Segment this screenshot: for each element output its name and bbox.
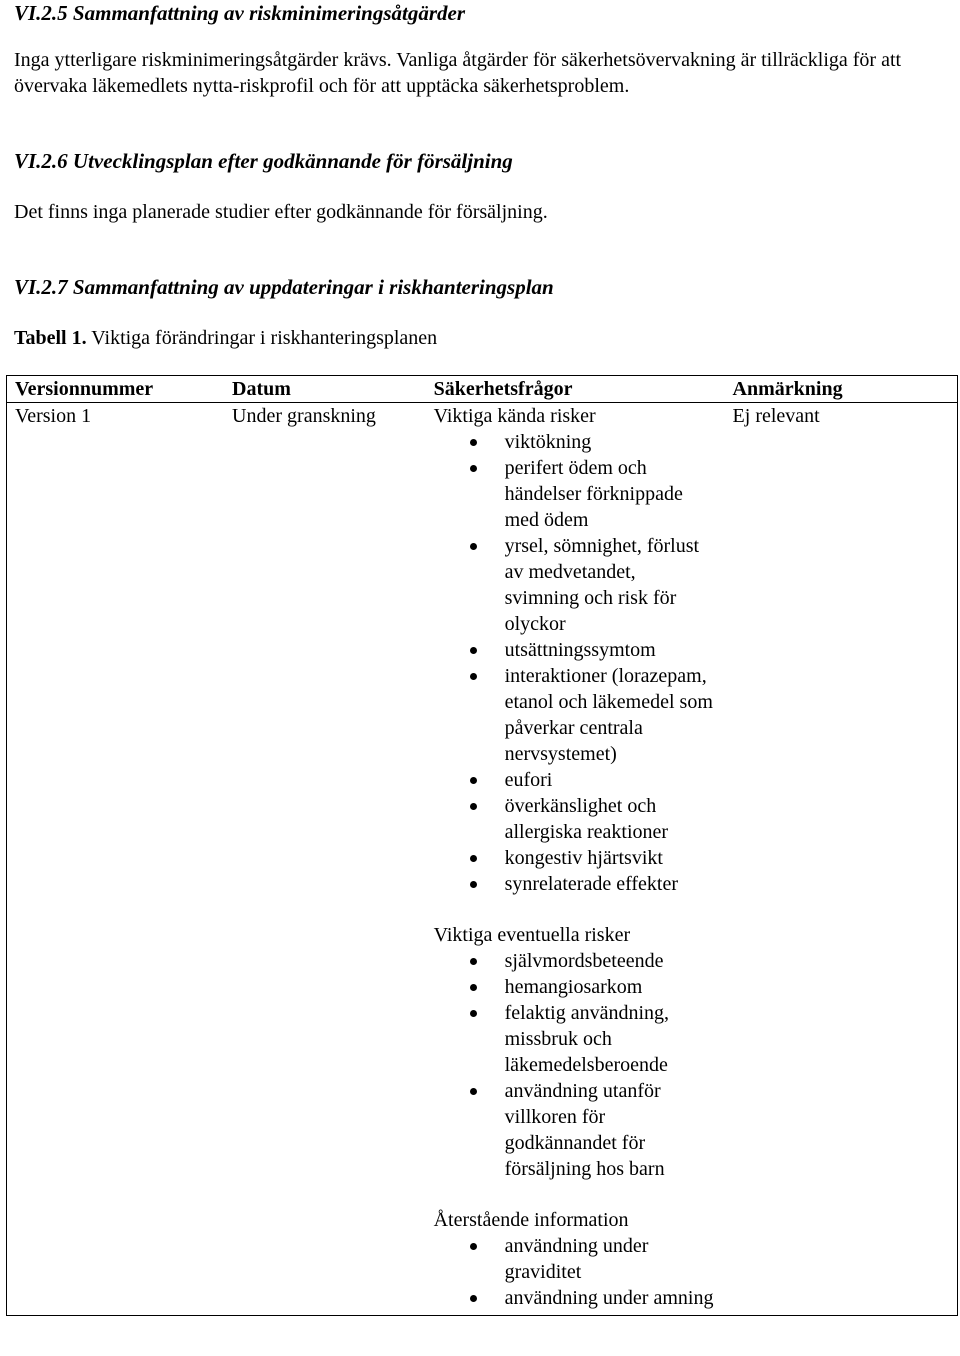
header-remark: Anmärkning — [725, 376, 958, 403]
list-item: överkänslighet och allergiska reaktioner — [434, 793, 715, 845]
header-date: Datum — [224, 376, 426, 403]
cell-safety-concerns — [426, 403, 725, 1316]
list-item: synrelaterade effekter — [434, 871, 715, 897]
risk-group-title: Viktiga kända risker — [433, 405, 596, 427]
risk-list — [434, 429, 719, 897]
table-row — [7, 403, 958, 1316]
cell-remark: Ej relevant — [725, 403, 958, 1316]
risk-group-important-potential — [434, 922, 719, 1182]
risk-group-important-identified — [434, 403, 719, 897]
list-item: hemangiosarkom — [434, 974, 715, 1000]
list-item: användning under graviditet — [434, 1233, 715, 1285]
list-item: kongestiv hjärtsvikt — [434, 845, 715, 871]
table-caption-text: Viktiga förändringar i riskhanteringsplanen — [86, 327, 438, 349]
list-item: felaktig användning, missbruk och läkemedelsberoende — [434, 1000, 715, 1078]
changes-table — [6, 375, 958, 1316]
list-item: perifert ödem och händelser förknippade med ödem — [434, 455, 715, 533]
table-caption-label: Tabell 1. — [14, 327, 87, 349]
section-paragraph-risk-minimisation: Inga ytterligare riskminimeringsåtgärder krävs. Vanliga åtgärder för säkerhetsövervakning är tillräckliga för att övervaka läkemedlets nytta-riskprofil och för att upptäcka säkerhetsproblem. — [14, 49, 902, 97]
list-item: utsättningssymtom — [434, 637, 715, 663]
risk-group-title: Viktiga eventuella risker — [433, 924, 631, 946]
section-heading-vi-2-6: VI.2.6 Utvecklingsplan efter godkännande för försäljning — [14, 149, 513, 173]
risk-group-missing-information — [434, 1207, 719, 1311]
list-item: användning utanför villkoren för godkännandet för försäljning hos barn — [434, 1078, 715, 1182]
risk-list — [434, 948, 719, 1182]
list-item: självmordsbeteende — [434, 948, 715, 974]
list-item: interaktioner (lorazepam, etanol och läkemedel som påverkar centrala nervsystemet) — [434, 663, 715, 767]
section-paragraph-development-plan: Det finns inga planerade studier efter godkännande för försäljning. — [14, 201, 548, 223]
list-item: viktökning — [434, 429, 715, 455]
section-heading-vi-2-7: VI.2.7 Sammanfattning av uppdateringar i riskhanteringsplan — [14, 275, 554, 299]
table-caption — [14, 325, 437, 351]
list-item: användning under amning — [434, 1285, 715, 1311]
section-heading-vi-2-5: VI.2.5 Sammanfattning av riskminimeringsåtgärder — [14, 1, 466, 25]
header-safety-concerns: Säkerhetsfrågor — [426, 376, 725, 403]
cell-version: Version 1 — [7, 403, 225, 1316]
list-item: eufori — [434, 767, 715, 793]
risk-list — [434, 1233, 719, 1311]
header-version: Versionnummer — [7, 376, 225, 403]
cell-date: Under granskning — [224, 403, 426, 1316]
risk-group-title: Återstående information — [433, 1209, 629, 1231]
list-item: yrsel, sömnighet, förlust av medvetandet, svimning och risk för olyckor — [434, 533, 715, 637]
table-header-row — [7, 376, 958, 403]
